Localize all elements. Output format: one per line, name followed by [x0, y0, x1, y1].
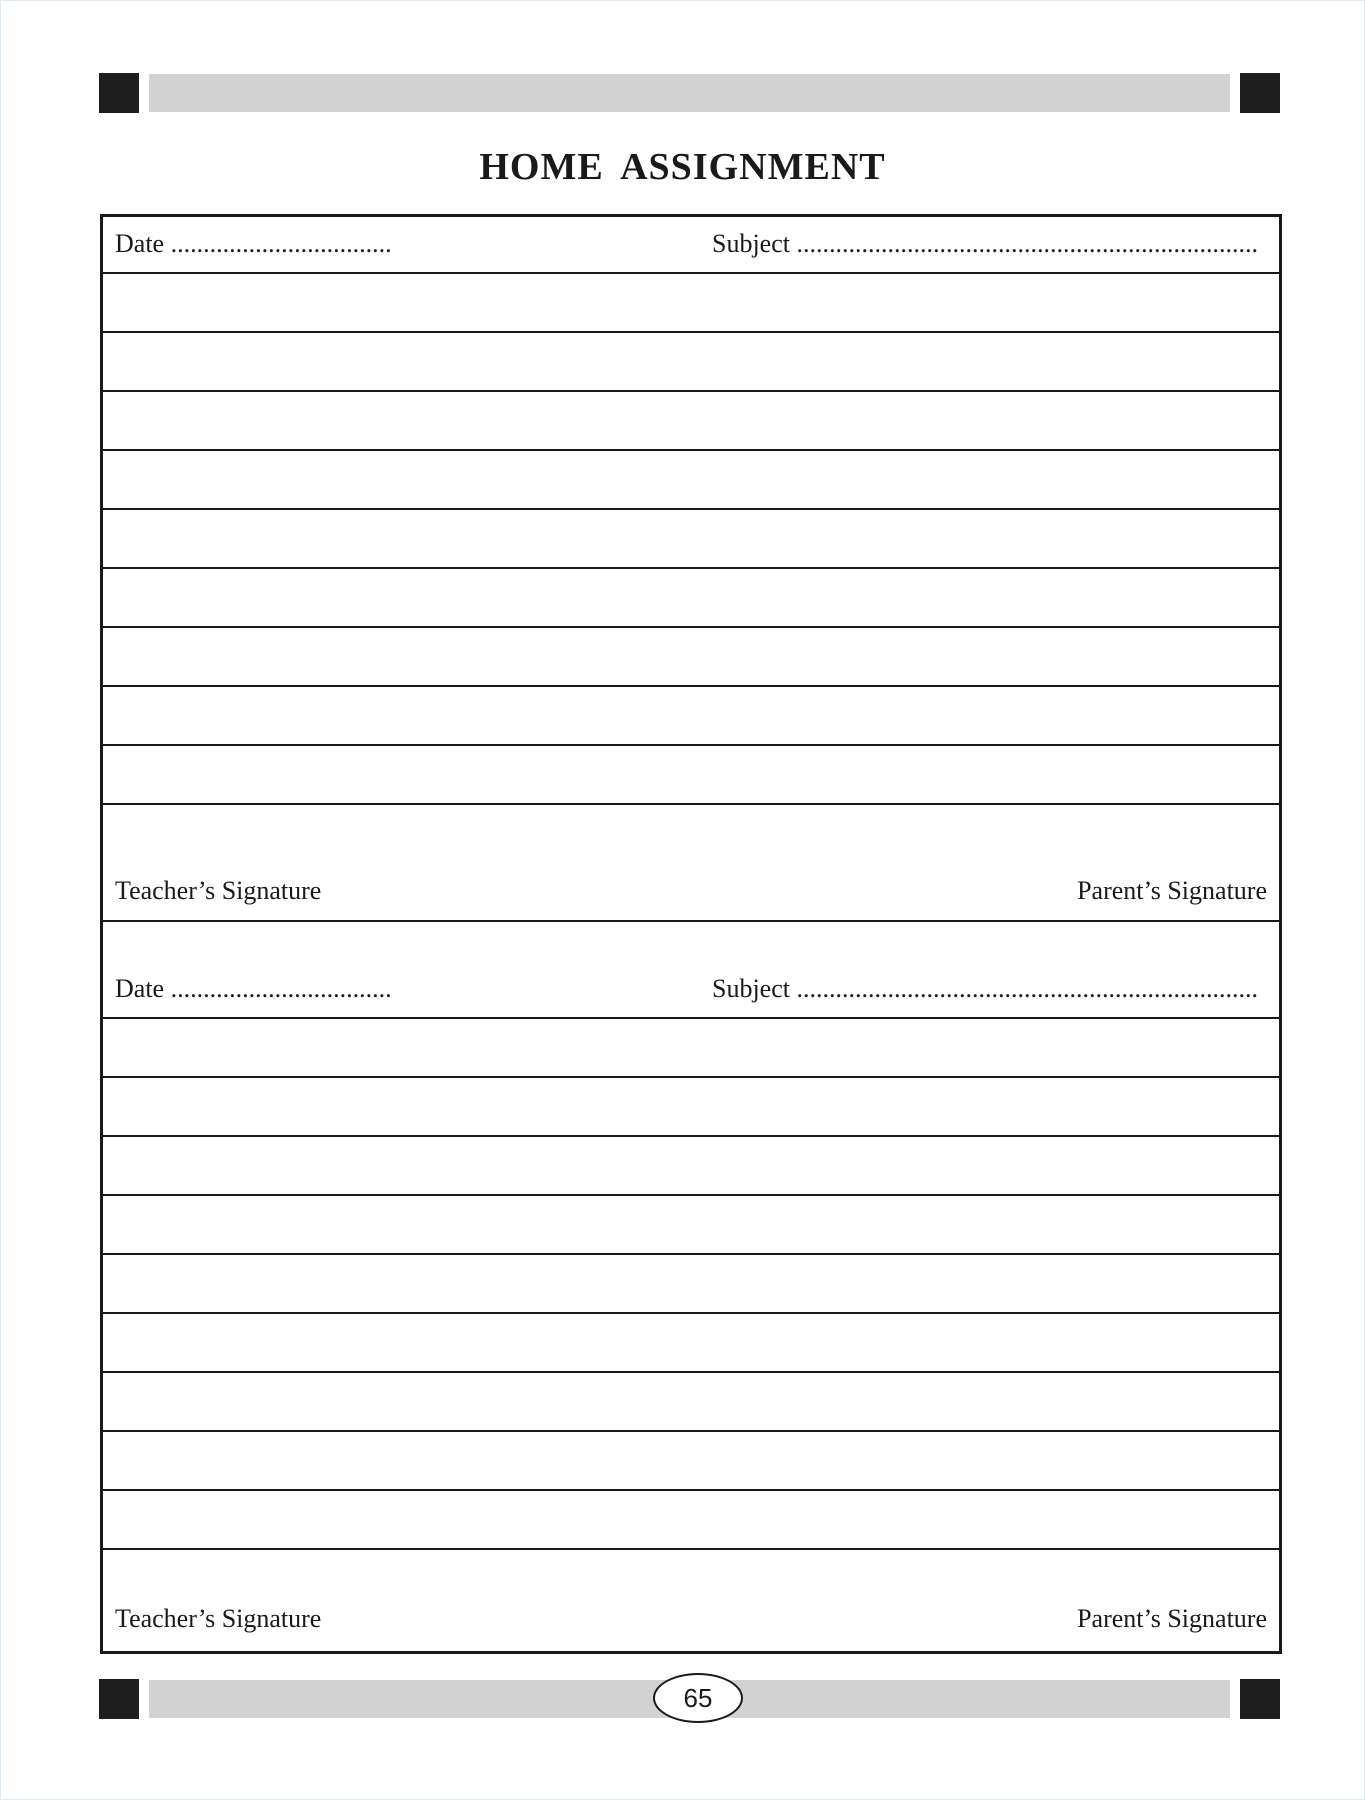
top-gray-bar [149, 74, 1230, 112]
writing-line[interactable] [103, 1137, 1279, 1196]
writing-line[interactable] [103, 628, 1279, 687]
bottom-left-square [99, 1679, 139, 1719]
writing-line[interactable] [103, 1314, 1279, 1373]
section-2-header-row [103, 922, 1279, 1019]
writing-line[interactable] [103, 1196, 1279, 1255]
section-1-teacher-signature: Teacher’s Signature [115, 876, 322, 905]
page-number: 65 [653, 1673, 743, 1723]
writing-line[interactable] [103, 1078, 1279, 1137]
section-2-signature-row [103, 1550, 1279, 1651]
writing-line[interactable] [103, 687, 1279, 746]
section-2-subject-field[interactable]: Subject ....................................................................... [712, 974, 1258, 1003]
section-2-parent-signature: Parent’s Signature [1077, 1604, 1267, 1633]
section-2-teacher-signature: Teacher’s Signature [115, 1604, 322, 1633]
assignment-form [100, 214, 1282, 1654]
writing-line[interactable] [103, 333, 1279, 392]
writing-line[interactable] [103, 510, 1279, 569]
writing-line[interactable] [103, 1432, 1279, 1491]
writing-line[interactable] [103, 1019, 1279, 1078]
section-1-header-row [103, 217, 1279, 274]
writing-line[interactable] [103, 569, 1279, 628]
top-left-square [99, 73, 139, 113]
top-right-square [1240, 73, 1280, 113]
top-decorative-band [99, 73, 1280, 113]
page-title: HOME ASSIGNMENT [479, 146, 886, 188]
writing-line[interactable] [103, 392, 1279, 451]
writing-line[interactable] [103, 1491, 1279, 1550]
writing-line[interactable] [103, 1373, 1279, 1432]
section-1-parent-signature: Parent’s Signature [1077, 876, 1267, 905]
bottom-right-square [1240, 1679, 1280, 1719]
writing-line[interactable] [103, 274, 1279, 333]
writing-line[interactable] [103, 1255, 1279, 1314]
writing-line[interactable] [103, 451, 1279, 510]
section-1-signature-row [103, 805, 1279, 922]
section-2-date-field[interactable]: Date .................................. [115, 974, 392, 1003]
section-1-subject-field[interactable]: Subject ....................................................................... [712, 229, 1258, 258]
writing-line[interactable] [103, 746, 1279, 805]
section-1-date-field[interactable]: Date .................................. [115, 229, 392, 258]
